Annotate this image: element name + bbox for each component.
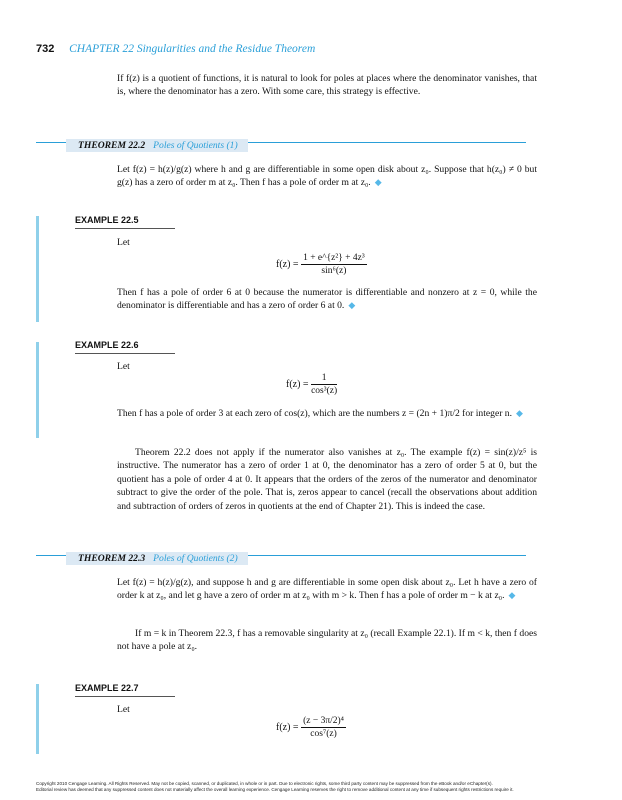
example-body: Then f has a pole of order 6 at 0 because the numerator is differentiable and nonzero at z = 0, while the denominator is differentiable and has a zero of order 6 at 0. — [117, 287, 537, 312]
example-heading: EXAMPLE 22.6 — [75, 340, 139, 350]
theorem-text: Let f(z) = h(z)/g(z) where h and g are differentiable in some open disk about z₀. Suppose that h(z₀) ≠ 0 but g(z) has a zero of order m at z₀. Then f has a pole of order m at z₀. — [117, 164, 537, 189]
fraction-numerator: 1 — [311, 373, 337, 385]
example-text — [117, 286, 537, 313]
example-let: Let — [117, 704, 130, 715]
equation — [276, 253, 367, 276]
theorem-heading — [66, 135, 248, 153]
example-side-bar — [36, 684, 39, 754]
example-body: Then f has a pole of order 3 at each zero of cos(z), which are the numbers z = (2n + 1)π/2 for integer n. — [117, 408, 512, 419]
theorem-heading — [66, 548, 248, 566]
end-diamond-icon: ◆ — [374, 177, 382, 188]
example-heading: EXAMPLE 22.7 — [75, 683, 139, 693]
fraction-numerator: (z − 3π/2)⁴ — [303, 716, 344, 726]
theorem-text: Let f(z) = h(z)/g(z), and suppose h and g are differentiable in some open disk about z₀. Let h have a zero of order k at z₀, and let g have a zero of order m at z₀ with m > k. Then f has a pole of order m − k at z₀. — [117, 577, 537, 602]
theorem-label: THEOREM 22.2 — [78, 140, 146, 151]
equation-lhs: f(z) = — [276, 721, 299, 733]
equation — [286, 373, 337, 396]
fraction — [301, 253, 367, 276]
fraction — [301, 716, 346, 739]
example-rule — [75, 353, 175, 354]
equation-lhs: f(z) = — [286, 378, 309, 390]
copyright-line: Editorial review has deemed that any suppressed content does not materially affect the overall learning experience. Cengage Learning reserves the right to remove additional content at any time if subsequent rights restrictions require it. — [36, 787, 514, 793]
theorem-title: Poles of Quotients (2) — [153, 553, 238, 564]
chapter-title: CHAPTER 22 Singularities and the Residue Theorem — [69, 43, 316, 55]
equation-lhs: f(z) = — [276, 258, 299, 270]
fraction-denominator: sin⁶(z) — [321, 266, 347, 276]
theorem-label-box — [66, 139, 248, 152]
theorem-label-box — [66, 552, 248, 565]
example-rule — [75, 228, 175, 229]
theorem-statement — [117, 576, 537, 603]
example-side-bar — [36, 342, 39, 438]
end-diamond-icon: ◆ — [516, 408, 523, 418]
example-rule — [75, 696, 175, 697]
copyright-footer — [36, 781, 596, 794]
example-heading: EXAMPLE 22.5 — [75, 215, 139, 225]
end-diamond-icon: ◆ — [508, 590, 516, 601]
fraction — [311, 373, 337, 396]
intro-paragraph: If f(z) is a quotient of functions, it is natural to look for poles at places where the denominator vanishes, that is, where the denominator has a zero. With some care, this strategy is effective. — [117, 73, 537, 98]
body-paragraph: If m = k in Theorem 22.3, f has a removable singularity at z₀ (recall Example 22.1). If m < k, then f does not have a pole at z₀. — [117, 628, 537, 653]
example-let: Let — [117, 361, 130, 372]
fraction-denominator: cos⁷(z) — [310, 729, 337, 739]
page-number: 732 — [36, 43, 55, 55]
example-side-bar — [36, 216, 39, 322]
theorem-label: THEOREM 22.3 — [78, 553, 146, 564]
copyright-line: Copyright 2010 Cengage Learning. All Rights Reserved. May not be copied, scanned, or duplicated, in whole or in part. Due to electronic rights, some third party content may be suppressed from the eBook and/or eChapter(s). — [36, 781, 493, 786]
page-header — [36, 43, 596, 59]
body-paragraph: Theorem 22.2 does not apply if the numerator also vanishes at z₀. The example f(z) = sin(z)/z⁵ is instructive. The numerator has a zero of order 1 at 0, the denominator has a zero of order 5 at 0, but the quotient has a pole of order 4 at 0. It appears that the orders of the zeros of the numerator and denominator subtract to give the order of the pole. That is, zeros appear to cancel (recall the observations about addition and subtraction of orders of zeros in quotients at the end of Chapter 21). This is indeed the case. — [117, 447, 537, 512]
fraction-numerator: 1 + e^{z²} + 4z³ — [303, 253, 365, 263]
theorem-statement — [117, 163, 537, 190]
end-diamond-icon: ◆ — [348, 300, 356, 311]
example-let: Let — [117, 237, 130, 248]
example-text — [117, 407, 537, 420]
theorem-title: Poles of Quotients (1) — [153, 140, 238, 151]
fraction-denominator: cos³(z) — [311, 386, 338, 396]
equation — [276, 716, 346, 739]
